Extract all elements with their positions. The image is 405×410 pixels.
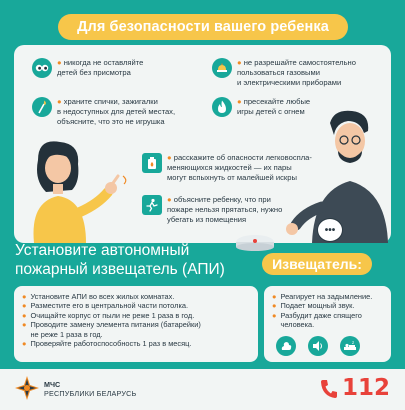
smoke-icon <box>276 336 296 356</box>
detector-title: Извещатель: <box>262 253 372 275</box>
emergency-phone-number[interactable]: 112 <box>342 375 391 401</box>
tip-text: никогда не оставляйте детей без присмотра <box>57 58 144 78</box>
tip-item: ● никогда не оставляйте детей без присмотра <box>32 58 192 78</box>
tip-text: объясните ребенку, что при пожаре нельзя прятаться, нужно убегать из помещения <box>167 195 283 225</box>
eyes-icon <box>32 58 52 78</box>
api-rules-card <box>14 286 258 362</box>
flammable-liquid-icon <box>142 153 162 173</box>
tip-item: ● расскажите об опасности легковоспла- меняющихся жидкостей — их пары могут вспыхнуть от малейшей искры <box>142 153 317 183</box>
smoke-detector-icon <box>234 234 276 252</box>
feature-item: ● Реагирует на задымление. <box>272 292 373 301</box>
exit-run-icon <box>142 195 162 215</box>
rule-item: ● Очищайте корпус от пыли не реже 1 раза в год. <box>22 310 195 320</box>
tip-text: не разрешайте самостоятельно пользоваться газовыми и электрическими приборами <box>237 58 356 88</box>
org-country: РЕСПУБЛИКИ БЕЛАРУСЬ <box>44 389 137 398</box>
tip-item: ● храните спички, зажигалки в недоступных для детей местах, объясните, что это не игрушка <box>32 97 202 127</box>
gas-burner-icon <box>212 58 232 78</box>
detector-features-card <box>264 286 391 362</box>
footer <box>0 369 405 410</box>
feature-item: ● Разбудит даже спящего человека. <box>272 310 362 330</box>
sleeping-person-icon <box>340 336 360 356</box>
rule-item: ● Проверяйте работоспособность 1 раз в месяц. <box>22 339 192 349</box>
safety-tips-card <box>14 45 391 243</box>
phone-icon <box>320 379 338 399</box>
page-title: Для безопасности вашего ребенка <box>58 14 348 40</box>
speech-bubble: ••• <box>317 218 343 242</box>
api-section-title: Установите автономный пожарный извещатель (АПИ) <box>15 242 225 278</box>
tip-text: расскажите об опасности легковоспла- меняющихся жидкостей — их пары могут вспыхнуть от малейшей искры <box>167 153 312 183</box>
tip-item: ● не разрешайте самостоятельно пользоваться газовыми и электрическими приборами <box>212 58 387 88</box>
svg-text:z: z <box>352 340 355 345</box>
tip-text: храните спички, зажигалки в недоступных для детей местах, объясните, что это не игрушка <box>57 97 176 127</box>
mchs-emblem-icon <box>14 375 40 401</box>
woman-illustration <box>20 140 130 243</box>
tip-text: пресекайте любые игры детей с огнем <box>237 97 311 117</box>
org-name: МЧС <box>44 380 61 389</box>
tip-item: ● пресекайте любые игры детей с огнем <box>212 97 387 117</box>
tip-item: ● объясните ребенку, что при пожаре нельзя прятаться, нужно убегать из помещения <box>142 195 302 225</box>
rule-item: ● Проводите замену элемента питания (батарейки) не реже 1 раза в год. <box>22 320 201 339</box>
rule-item: ● Установите АПИ во всех жилых комнатах. <box>22 292 175 301</box>
sound-icon <box>308 336 328 356</box>
feature-item: ● Подает мощный звук. <box>272 301 355 311</box>
rule-item: ● Разместите его в центральной части потолка. <box>22 301 188 311</box>
match-icon <box>32 97 52 117</box>
flame-icon <box>212 97 232 117</box>
